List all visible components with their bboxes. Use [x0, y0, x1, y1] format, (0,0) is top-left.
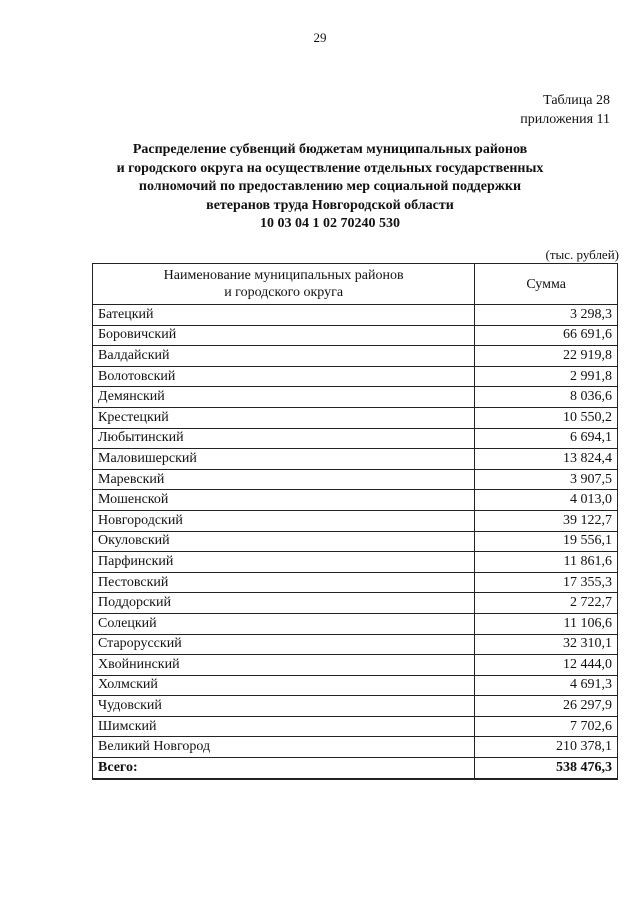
- district-name: Новгородский: [93, 510, 475, 531]
- table-row: [93, 510, 618, 531]
- table-row: [93, 449, 618, 470]
- district-sum: 22 919,8: [475, 346, 618, 367]
- district-sum: 8 036,6: [475, 387, 618, 408]
- table-row: [93, 346, 618, 367]
- district-name: Шимский: [93, 716, 475, 737]
- table-row: [93, 634, 618, 655]
- header-name: Наименование муниципальных районов и городского округа: [93, 264, 475, 305]
- title-line: Распределение субвенций бюджетам муниципальных районов: [132, 142, 528, 157]
- district-sum: 3 907,5: [475, 469, 618, 490]
- table-row: [93, 716, 618, 737]
- district-sum: 13 824,4: [475, 449, 618, 470]
- table-row: [93, 572, 618, 593]
- district-sum: 17 355,3: [475, 572, 618, 593]
- district-sum: 210 378,1: [475, 737, 618, 758]
- district-name: Солецкий: [93, 613, 475, 634]
- total-label: Всего:: [93, 758, 475, 779]
- table-row: [93, 613, 618, 634]
- district-sum: 4 691,3: [475, 675, 618, 696]
- district-name: Хвойнинский: [93, 655, 475, 676]
- table-row: [93, 366, 618, 387]
- title-line: и городского округа на осуществление отдельных государственных: [116, 160, 544, 176]
- table-caption: [520, 91, 610, 129]
- district-name: Демянский: [93, 387, 475, 408]
- district-sum: 11 106,6: [475, 613, 618, 634]
- district-sum: 12 444,0: [475, 655, 618, 676]
- table-row: [93, 387, 618, 408]
- table-row: [93, 305, 618, 326]
- table-row: [93, 428, 618, 449]
- district-name: Батецкий: [93, 305, 475, 326]
- district-name: Боровичский: [93, 325, 475, 346]
- table-row: [93, 655, 618, 676]
- total-row: [93, 758, 618, 779]
- caption-table-number: Таблица 28: [543, 93, 610, 108]
- district-name: Старорусский: [93, 634, 475, 655]
- table-row: [93, 325, 618, 346]
- district-sum: 10 550,2: [475, 407, 618, 428]
- district-sum: 26 297,9: [475, 696, 618, 717]
- district-name: Великий Новгород: [93, 737, 475, 758]
- district-name: Крестецкий: [93, 407, 475, 428]
- table-row: [93, 490, 618, 511]
- table-row: [93, 407, 618, 428]
- table-body: [93, 305, 618, 779]
- total-sum: 538 476,3: [475, 758, 618, 779]
- district-name: Парфинский: [93, 552, 475, 573]
- district-sum: 39 122,7: [475, 510, 618, 531]
- table-row: [93, 737, 618, 758]
- district-name: Поддорский: [93, 593, 475, 614]
- table-header-row: [93, 264, 618, 305]
- district-sum: 19 556,1: [475, 531, 618, 552]
- district-sum: 6 694,1: [475, 428, 618, 449]
- district-name: Пестовский: [93, 572, 475, 593]
- subsidy-table: [92, 263, 618, 780]
- district-name: Маловишерский: [93, 449, 475, 470]
- district-sum: 7 702,6: [475, 716, 618, 737]
- budget-code: 10 03 04 1 02 70240 530: [260, 216, 400, 232]
- district-sum: 2 991,8: [475, 366, 618, 387]
- district-name: Любытинский: [93, 428, 475, 449]
- district-name: Окуловский: [93, 531, 475, 552]
- table-row: [93, 469, 618, 490]
- table-row: [93, 593, 618, 614]
- district-sum: 66 691,6: [475, 325, 618, 346]
- caption-appendix: приложения 11: [520, 112, 610, 127]
- district-sum: 32 310,1: [475, 634, 618, 655]
- page-number: 29: [313, 30, 327, 45]
- district-name: Чудовский: [93, 696, 475, 717]
- district-name: Валдайский: [93, 346, 475, 367]
- district-name: Маревский: [93, 469, 475, 490]
- district-name: Холмский: [93, 675, 475, 696]
- district-sum: 3 298,3: [475, 305, 618, 326]
- table-row: [93, 675, 618, 696]
- document-title: [80, 141, 580, 234]
- district-name: Мошенской: [93, 490, 475, 511]
- district-sum: 2 722,7: [475, 593, 618, 614]
- units-label: (тыс. рублей): [545, 247, 619, 262]
- table-row: [93, 552, 618, 573]
- header-sum: Сумма: [475, 264, 618, 305]
- table-row: [93, 531, 618, 552]
- district-name: Волотовский: [93, 366, 475, 387]
- title-line: полномочий по предоставлению мер социальной поддержки: [138, 179, 522, 195]
- district-sum: 11 861,6: [475, 552, 618, 573]
- title-line: ветеранов труда Новгородской области: [206, 197, 454, 213]
- district-sum: 4 013,0: [475, 490, 618, 511]
- table-row: [93, 696, 618, 717]
